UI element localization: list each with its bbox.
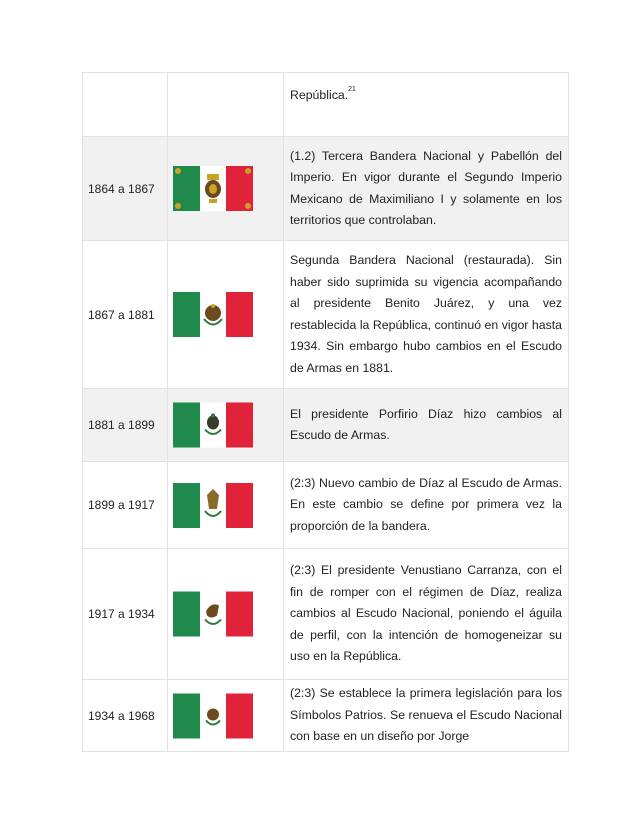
flag-cell — [168, 73, 284, 137]
flag-cell — [168, 137, 284, 241]
table-row — [83, 389, 569, 462]
table-row — [83, 241, 569, 389]
period-cell: 1899 a 1917 — [83, 462, 168, 549]
flag-history-table — [82, 72, 569, 752]
flag-cell — [168, 389, 284, 462]
flag-cell — [168, 549, 284, 680]
description-cell: (2:3) Nuevo cambio de Díaz al Escudo de Armas. En este cambio se define por primera vez la proporción de la bandera. — [284, 462, 569, 549]
period-cell: 1867 a 1881 — [83, 241, 168, 389]
period-cell: 1934 a 1968 — [83, 680, 168, 752]
table-row — [83, 462, 569, 549]
description-cell: (2:3) El presidente Venustiano Carranza, con el fin de romper con el régimen de Díaz, realiza cambios al Escudo Nacional, poniendo el águila de perfil, con la intención de homogeneizar su uso en la República. — [284, 549, 569, 680]
table-row — [83, 137, 569, 241]
table-row — [83, 549, 569, 680]
description-cell: (2:3) Se establece la primera legislación para los Símbolos Patrios. Se renueva el Escudo Nacional con base en un diseño por Jorge — [284, 680, 569, 752]
period-cell: 1917 a 1934 — [83, 549, 168, 680]
flag-1934-icon — [173, 691, 253, 741]
flag-1917-icon — [173, 588, 253, 640]
period-cell — [83, 73, 168, 137]
imperial-flag-icon — [173, 166, 253, 211]
description-cell: (1.2) Tercera Bandera Nacional y Pabellón del Imperio. En vigor durante el Segundo Imperio Mexicano de Maximiliano I y solamente en los territorios que controlaban. — [284, 137, 569, 241]
description-cell: El presidente Porfirio Díaz hizo cambios al Escudo de Armas. — [284, 389, 569, 462]
flag-1867-icon — [173, 292, 253, 337]
description-cell — [284, 73, 569, 137]
flag-cell — [168, 241, 284, 389]
period-cell: 1881 a 1899 — [83, 389, 168, 462]
flag-1899-icon — [173, 483, 253, 528]
footnote-ref: 21 — [348, 86, 356, 93]
flag-cell — [168, 680, 284, 752]
table-row — [83, 73, 569, 137]
description-cell: Segunda Bandera Nacional (restaurada). Sin haber sido suprimida su vigencia acompañando al presidente Benito Juárez, y una vez restablecida la República, continuó en vigor hasta 1934. Sin embargo hubo cambios en el Escudo de Armas en 1881. — [284, 241, 569, 389]
flag-1881-icon — [173, 399, 253, 451]
description-text: República. — [290, 88, 349, 102]
table-row — [83, 680, 569, 752]
period-cell: 1864 a 1867 — [83, 137, 168, 241]
flag-cell — [168, 462, 284, 549]
